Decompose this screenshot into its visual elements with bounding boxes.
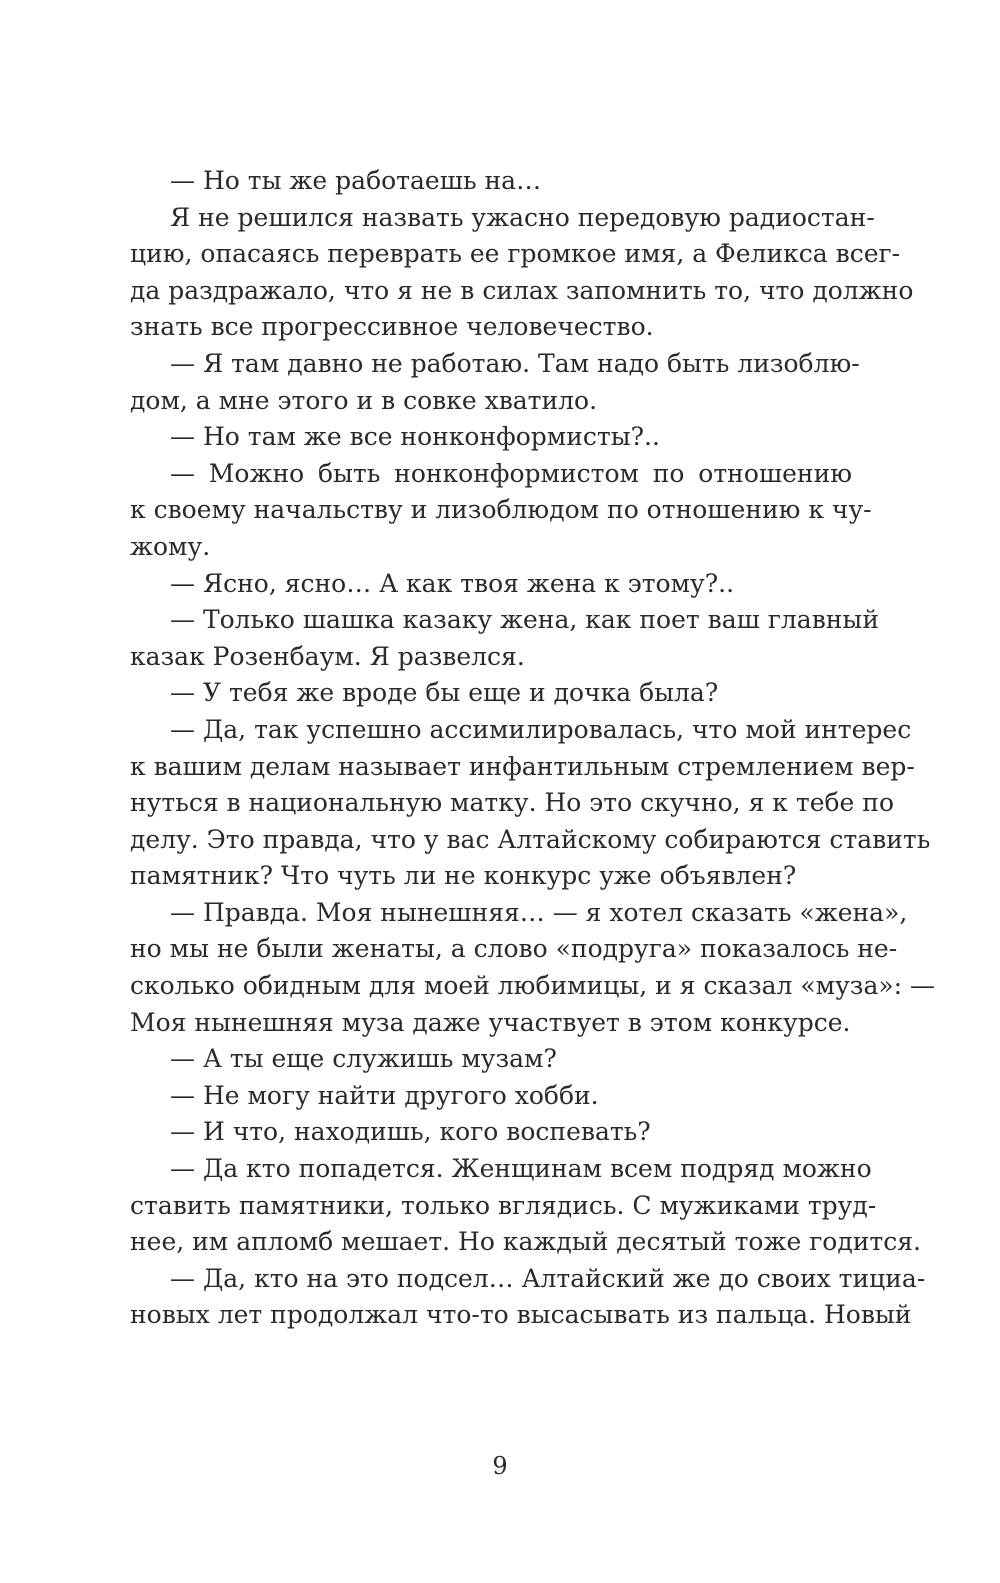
text-line: — Правда. Моя нынешняя… — я хотел сказать «жена», — [170, 897, 908, 927]
text-line: — И что, находишь, кого воспевать? — [170, 1117, 651, 1147]
text-line: — У тебя же вроде бы еще и дочка была? — [170, 678, 719, 708]
text-line: — Ясно, ясно… А как твоя жена к этому?.. — [170, 568, 735, 598]
body-text — [130, 163, 936, 1334]
text-line: делу. Это правда, что у вас Алтайскому собираются ставить — [130, 824, 931, 854]
text-line: Я не решился назвать ужасно передовую радиостан- — [170, 202, 875, 232]
text-line: дом, а мне этого и в совке хватило. — [130, 385, 598, 415]
text-line: — Но там же все нонконформисты?.. — [170, 422, 660, 452]
text-line: сколько обидным для моей любимицы, и я сказал «муза»: — — [130, 971, 936, 1001]
text-line: — Да, так успешно ассимилировалась, что мой интерес — [170, 714, 912, 744]
text-line: нее, им апломб мешает. Но каждый десятый тоже годится. — [130, 1227, 921, 1257]
text-line: ставить памятники, только вглядись. С мужиками труд- — [130, 1190, 877, 1220]
text-line: — Да кто попадется. Женщинам всем подряд можно — [170, 1154, 872, 1184]
text-line: новых лет продолжал что-то высасывать из пальца. Новый — [130, 1300, 912, 1330]
text-line: жому. — [130, 531, 211, 561]
text-line: знать все прогрессивное человечество. — [130, 312, 654, 342]
page-number: 9 — [492, 1452, 508, 1480]
text-line: — Не могу найти другого хобби. — [170, 1080, 599, 1110]
text-line: к вашим делам называет инфантильным стремлением вер- — [130, 751, 915, 781]
text-line: — Я там давно не работаю. Там надо быть лизоблю- — [170, 348, 860, 378]
text-line: — А ты еще служишь музам? — [170, 1044, 557, 1074]
text-line: — Но ты же работаешь на… — [170, 166, 542, 195]
text-line: памятник? Что чуть ли не конкурс уже объявлен? — [130, 861, 797, 891]
text-line: — Только шашка казаку жена, как поет ваш главный — [170, 605, 879, 635]
text-line: цию, опасаясь переврать ее громкое имя, а Феликса всег- — [130, 239, 901, 269]
text-line: нуться в национальную матку. Но это скучно, я к тебе по — [130, 788, 894, 818]
text-line: — Можно быть нонконформистом по отношению — [170, 458, 852, 488]
text-line: — Да, кто на это подсел… Алтайский же до своих тициа- — [170, 1263, 926, 1293]
text-line: к своему начальству и лизоблюдом по отношению к чу- — [130, 495, 872, 525]
text-line: казак Розенбаум. Я развелся. — [130, 641, 525, 671]
text-line: да раздражало, что я не в силах запомнить то, что должно — [130, 275, 914, 305]
text-line: Моя нынешняя муза даже участвует в этом конкурсе. — [130, 1007, 851, 1037]
text-line: но мы не были женаты, а слово «подруга» показалось не- — [130, 934, 898, 964]
